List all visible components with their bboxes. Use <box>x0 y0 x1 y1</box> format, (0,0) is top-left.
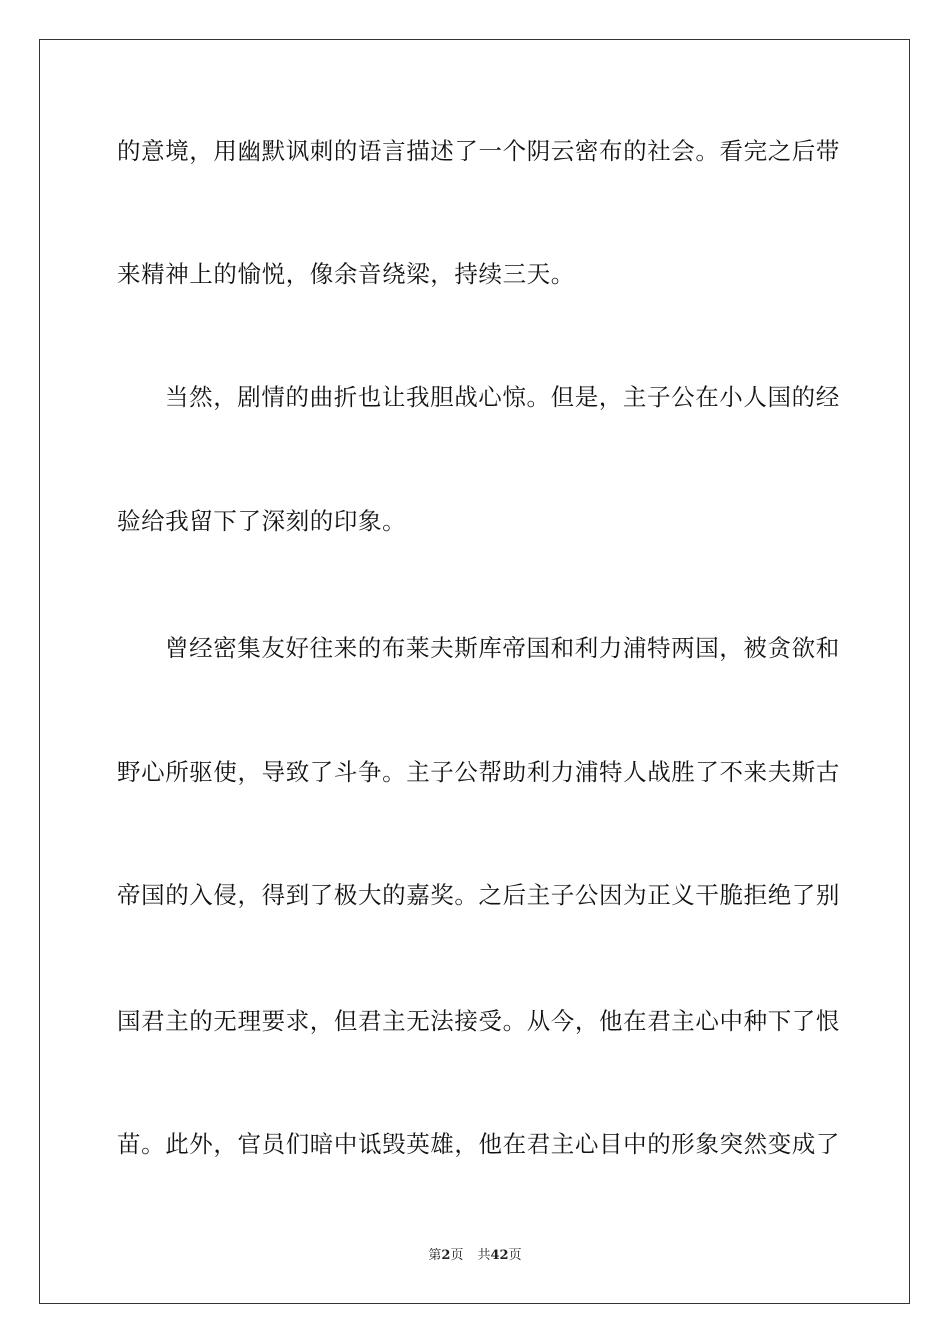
page-total: 42 <box>490 1248 509 1263</box>
page-prefix: 第 <box>428 1248 442 1263</box>
page-border <box>39 39 910 1304</box>
paragraph-line: 来精神上的愉悦，像余音绕梁，持续三天。 <box>117 260 575 288</box>
page-suffix: 页 <box>450 1248 464 1263</box>
page-current: 2 <box>441 1248 451 1263</box>
paragraph-line: 曾经密集友好往来的布莱夫斯库帝国和利力浦特两国，被贪欲和 <box>165 634 840 662</box>
total-prefix: 共 <box>477 1248 491 1263</box>
paragraph-line: 当然，剧情的曲折也让我胆战心惊。但是，主子公在小人国的经 <box>165 383 840 411</box>
total-suffix: 页 <box>508 1248 522 1263</box>
page-footer <box>0 1248 950 1264</box>
paragraph-line: 的意境，用幽默讽刺的语言描述了一个阴云密布的社会。看完之后带 <box>117 137 840 165</box>
paragraph-line: 国君主的无理要求，但君主无法接受。从今，他在君主心中种下了恨 <box>117 1007 840 1035</box>
paragraph-line: 野心所驱使，导致了斗争。主子公帮助利力浦特人战胜了不来夫斯古 <box>117 758 840 786</box>
paragraph-line: 验给我留下了深刻的印象。 <box>117 507 407 535</box>
paragraph-line: 帝国的入侵，得到了极大的嘉奖。之后主子公因为正义干脆拒绝了别 <box>117 881 840 909</box>
paragraph-line: 苗。此外，官员们暗中诋毁英雄，他在君主心目中的形象突然变成了 <box>117 1130 840 1158</box>
